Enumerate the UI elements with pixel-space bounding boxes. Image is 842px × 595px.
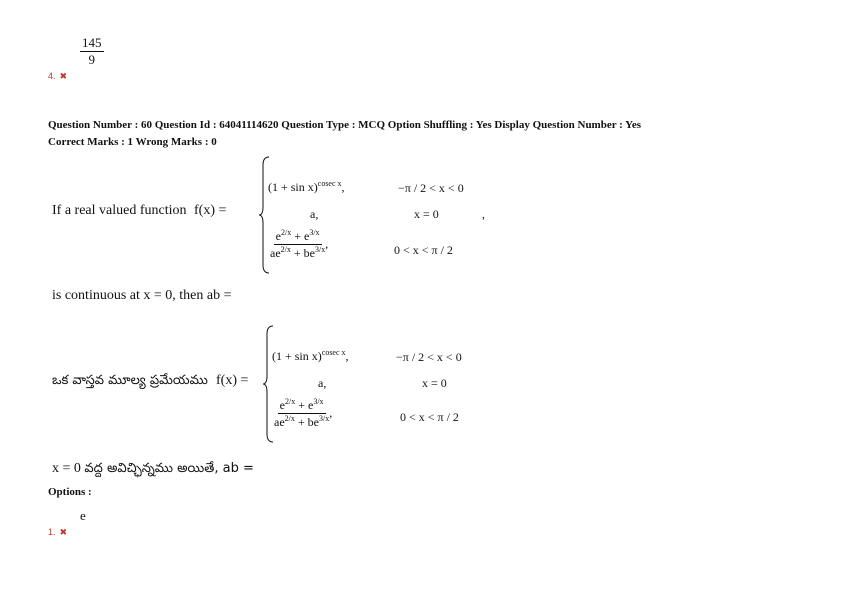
question-te-suffix [52,461,254,479]
den-ae: ae [274,415,285,430]
option-1-value[interactable]: e [80,508,86,523]
case3-denominator [274,414,329,429]
case3-condition: 0 < x < π / 2 [394,243,453,257]
num-exp2: 3/x [309,228,320,237]
case1-condition: −π / 2 < x < 0 [398,181,464,195]
question-meta-line1: Question Number : 60 Question Id : 64041114620 Question Type : MCQ Option Shuffling : Yes Display Question Number : Yes [48,119,642,131]
num-exp2: 3/x [313,397,324,406]
case3-fraction [270,229,328,260]
case3-condition: 0 < x < π / 2 [400,410,459,424]
option-number: 4. [48,71,56,81]
case1-base: (1 + sin x) [272,349,322,363]
den-ae: ae [270,246,281,261]
question-en-suffix: is continuous at x = 0, then ab = [52,288,232,303]
function-lhs: f(x) = [194,203,227,218]
case2-value: a, [318,376,327,390]
den-exp2: 3/x [314,245,326,255]
num-plus: + e [295,398,314,412]
case2-condition: x = 0 [414,207,439,221]
piecewise-function-en [258,155,498,275]
suffix-text-te: వద్ద అవిచ్ఛిన్నము అయితే, ab = [84,461,254,476]
num-plus: + e [291,229,310,243]
den-plus: + be [294,415,319,430]
case2-value: a, [310,207,319,221]
den-exp1: 2/x [280,245,291,255]
fraction-denominator: 9 [88,52,95,68]
prev-option-fraction [80,36,104,68]
question-en-prefix [52,203,226,219]
case1-expression [272,348,349,364]
case3-fraction [274,398,332,429]
question-text: If a real valued function [52,203,187,218]
case3-comma: , [325,236,329,251]
case1-comma: , [341,180,345,194]
question-te-prefix [52,373,248,391]
question-meta-line2: Correct Marks : 1 Wrong Marks : 0 [48,136,217,148]
left-brace-icon [258,155,270,275]
suffix-condition: x = 0 [52,461,81,476]
case3-numerator [278,398,326,414]
case1-condition: −π / 2 < x < 0 [396,350,462,364]
num-e1: e [279,398,285,412]
options-label: Options : [48,486,92,498]
question-text-te: ఒక వాస్తవ మూల్య ప్రమేయము [52,373,208,388]
case1-exponent: cosec x [321,348,346,357]
function-lhs-te: f(x) = [216,373,249,388]
option-1-label [48,522,67,540]
left-brace-icon [262,324,274,444]
den-plus: + be [290,246,315,261]
case3-comma: , [329,405,333,420]
case2-condition: x = 0 [422,376,447,390]
case1-expression [268,179,345,195]
num-exp1: 2/x [284,397,296,406]
den-exp1: 2/x [284,414,295,424]
option-number: 1. [48,527,56,537]
fraction-numerator: 145 [80,36,104,52]
num-exp1: 2/x [280,228,292,237]
case3-numerator [274,229,322,245]
case1-base: (1 + sin x) [268,180,318,194]
wrong-mark-icon: ✖ [59,71,68,81]
wrong-mark-icon: ✖ [59,527,68,537]
trailing-comma: , [482,207,485,221]
case3-denominator [270,245,325,260]
num-e1: e [275,229,281,243]
prev-option-label [48,66,67,84]
piecewise-function-te [262,324,502,444]
den-exp2: 3/x [318,414,330,424]
case1-comma: , [345,349,349,363]
case1-exponent: cosec x [317,179,342,188]
